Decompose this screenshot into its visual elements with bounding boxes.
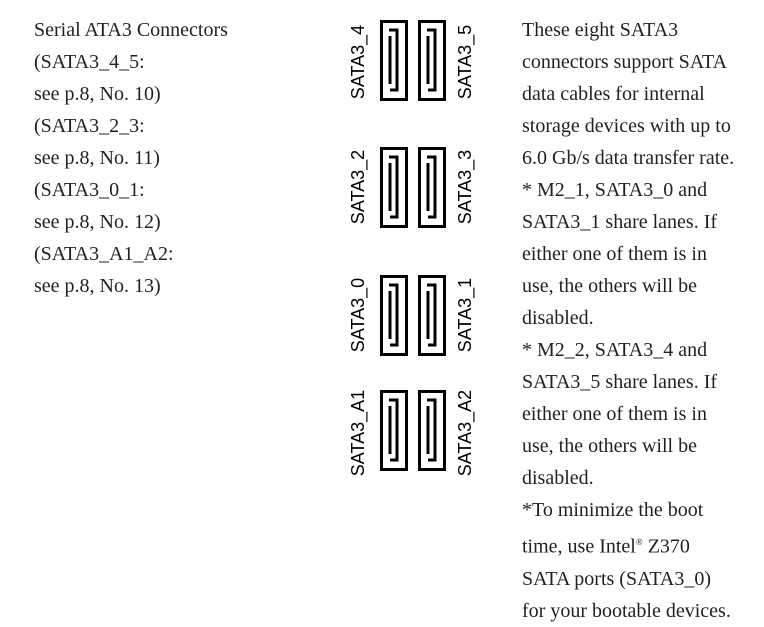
connector-row <box>382 277 445 355</box>
right-line: connectors support SATA <box>522 51 728 73</box>
right-line: storage devices with up to <box>522 115 731 137</box>
sata-connector-diagram <box>330 0 490 490</box>
left-line: see p.8, No. 13) <box>34 275 161 297</box>
left-line: see p.8, No. 12) <box>34 211 161 233</box>
left-line: see p.8, No. 10) <box>34 83 161 105</box>
registered-mark: ® <box>635 537 643 547</box>
sata-port-icon <box>382 392 407 470</box>
port-label-sata3-4: SATA3_4 <box>348 24 368 100</box>
left-line: (SATA3_A1_A2: <box>34 243 174 265</box>
right-line: SATA3_5 share lanes. If <box>522 371 718 393</box>
port-label-sata3-a2: SATA3_A2 <box>455 389 475 477</box>
sata-port-icon <box>382 277 407 355</box>
right-line: either one of them is in <box>522 243 707 265</box>
left-line: see p.8, No. 11) <box>34 147 160 169</box>
left-line: (SATA3_4_5: <box>34 51 145 73</box>
right-line: data cables for internal <box>522 83 705 105</box>
right-line: SATA ports (SATA3_0) <box>522 567 712 590</box>
right-line: * M2_1, SATA3_0 and <box>522 179 708 201</box>
sata-port-icon <box>382 22 407 100</box>
port-label-sata3-2: SATA3_2 <box>348 149 368 225</box>
sata-port-icon <box>420 22 445 100</box>
right-line: use, the others will be <box>522 435 697 457</box>
right-line: disabled. <box>522 307 594 329</box>
port-label-sata3-a1: SATA3_A1 <box>348 389 368 477</box>
right-line: * M2_2, SATA3_4 and <box>522 339 708 361</box>
intel-line-after: Z370 <box>642 535 690 558</box>
right-line: SATA3_1 share lanes. If <box>522 211 718 233</box>
connector-row <box>382 149 445 227</box>
port-label-sata3-1: SATA3_1 <box>455 277 475 353</box>
right-line: either one of them is in <box>522 403 707 425</box>
intel-line <box>522 526 762 563</box>
sata-port-icon <box>420 149 445 227</box>
connector-row <box>382 392 445 470</box>
right-line: 6.0 Gb/s data transfer rate. <box>522 147 735 169</box>
left-description <box>34 14 284 302</box>
sata-port-icon <box>420 277 445 355</box>
sata-port-icon <box>420 392 445 470</box>
right-line: These eight SATA3 <box>522 19 679 41</box>
right-line: use, the others will be <box>522 275 697 297</box>
right-line: for your bootable devices. <box>522 599 731 622</box>
port-label-sata3-5: SATA3_5 <box>455 24 475 100</box>
connector-row <box>382 22 445 100</box>
intel-line-before: time, use Intel <box>522 535 636 558</box>
left-line: (SATA3_0_1: <box>34 179 145 201</box>
right-line: *To minimize the boot <box>522 499 704 521</box>
left-line: Serial ATA3 Connectors <box>34 19 228 41</box>
sata-port-icon <box>382 149 407 227</box>
port-label-sata3-3: SATA3_3 <box>455 149 475 225</box>
right-line: disabled. <box>522 467 594 489</box>
right-description <box>522 14 762 627</box>
left-line: (SATA3_2_3: <box>34 115 145 137</box>
port-label-sata3-0: SATA3_0 <box>348 277 368 353</box>
